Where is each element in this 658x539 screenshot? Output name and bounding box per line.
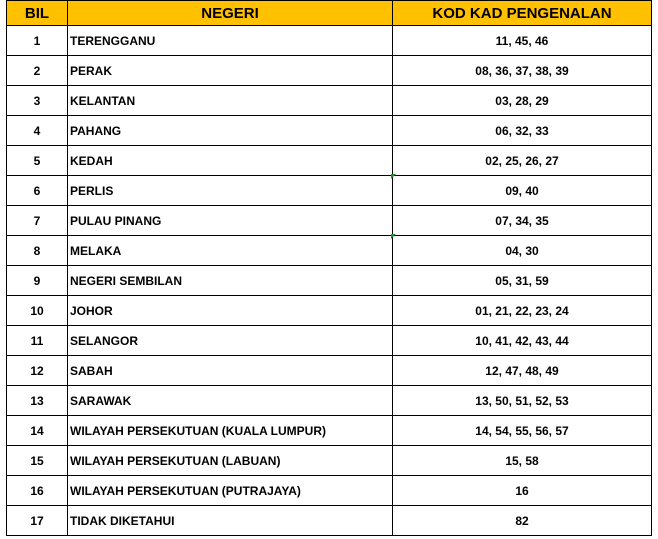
cell-bil[interactable]: 14	[7, 416, 68, 446]
cell-negeri[interactable]: PERAK	[68, 56, 393, 86]
cell-negeri[interactable]: WILAYAH PERSEKUTUAN (PUTRAJAYA)	[68, 476, 393, 506]
table-row	[7, 176, 652, 206]
cell-kod[interactable]: 05, 31, 59	[393, 266, 652, 296]
header-bil[interactable]: BIL	[7, 1, 68, 26]
cell-bil[interactable]: 17	[7, 506, 68, 536]
table-row	[7, 296, 652, 326]
table-row	[7, 416, 652, 446]
cell-negeri[interactable]: PERLIS	[68, 176, 393, 206]
spreadsheet-sheet	[6, 0, 651, 536]
cell-kod[interactable]: 06, 32, 33	[393, 116, 652, 146]
table-row	[7, 26, 652, 56]
cell-kod[interactable]: 11, 45, 46	[393, 26, 652, 56]
table-row	[7, 506, 652, 536]
cell-bil[interactable]: 16	[7, 476, 68, 506]
cell-kod[interactable]: 03, 28, 29	[393, 86, 652, 116]
state-code-table	[6, 0, 652, 536]
cell-negeri[interactable]: KELANTAN	[68, 86, 393, 116]
table-row	[7, 146, 652, 176]
cell-bil[interactable]: 1	[7, 26, 68, 56]
cell-negeri[interactable]: TIDAK DIKETAHUI	[68, 506, 393, 536]
cell-negeri[interactable]: SARAWAK	[68, 386, 393, 416]
cell-negeri[interactable]: MELAKA	[68, 236, 393, 266]
cell-bil[interactable]: 3	[7, 86, 68, 116]
table-row	[7, 236, 652, 266]
cell-kod[interactable]: 04, 30	[393, 236, 652, 266]
cell-bil[interactable]: 2	[7, 56, 68, 86]
cell-negeri[interactable]: PAHANG	[68, 116, 393, 146]
table-body	[7, 26, 652, 536]
cell-negeri[interactable]: WILAYAH PERSEKUTUAN (KUALA LUMPUR)	[68, 416, 393, 446]
table-row	[7, 86, 652, 116]
cell-bil[interactable]: 5	[7, 146, 68, 176]
cell-kod[interactable]: 10, 41, 42, 43, 44	[393, 326, 652, 356]
cell-kod[interactable]: 14, 54, 55, 56, 57	[393, 416, 652, 446]
cell-bil[interactable]: 15	[7, 446, 68, 476]
cell-kod[interactable]: 07, 34, 35	[393, 206, 652, 236]
cell-bil[interactable]: 13	[7, 386, 68, 416]
cell-negeri[interactable]: JOHOR	[68, 296, 393, 326]
cell-kod[interactable]: 13, 50, 51, 52, 53	[393, 386, 652, 416]
table-row	[7, 446, 652, 476]
table-row	[7, 56, 652, 86]
cell-kod[interactable]: 02, 25, 26, 27	[393, 146, 652, 176]
cell-bil[interactable]: 10	[7, 296, 68, 326]
cell-negeri[interactable]: PULAU PINANG	[68, 206, 393, 236]
cell-kod[interactable]: 09, 40	[393, 176, 652, 206]
cell-bil[interactable]: 9	[7, 266, 68, 296]
cell-kod[interactable]: 12, 47, 48, 49	[393, 356, 652, 386]
table-row	[7, 266, 652, 296]
cell-kod[interactable]: 16	[393, 476, 652, 506]
cell-error-indicator[interactable]	[391, 174, 396, 179]
cell-negeri[interactable]: NEGERI SEMBILAN	[68, 266, 393, 296]
cell-error-indicator[interactable]	[391, 234, 396, 239]
cell-kod[interactable]: 01, 21, 22, 23, 24	[393, 296, 652, 326]
table-row	[7, 476, 652, 506]
header-negeri[interactable]: NEGERI	[68, 1, 393, 26]
cell-negeri[interactable]: KEDAH	[68, 146, 393, 176]
cell-negeri[interactable]: SELANGOR	[68, 326, 393, 356]
header-kod[interactable]: KOD KAD PENGENALAN	[393, 1, 652, 26]
cell-bil[interactable]: 12	[7, 356, 68, 386]
table-row	[7, 206, 652, 236]
cell-negeri[interactable]: TERENGGANU	[68, 26, 393, 56]
table-row	[7, 116, 652, 146]
cell-bil[interactable]: 4	[7, 116, 68, 146]
cell-bil[interactable]: 8	[7, 236, 68, 266]
table-row	[7, 356, 652, 386]
table-row	[7, 326, 652, 356]
cell-kod[interactable]: 08, 36, 37, 38, 39	[393, 56, 652, 86]
cell-kod[interactable]: 15, 58	[393, 446, 652, 476]
header-row	[7, 1, 652, 26]
cell-bil[interactable]: 6	[7, 176, 68, 206]
cell-bil[interactable]: 7	[7, 206, 68, 236]
cell-negeri[interactable]: WILAYAH PERSEKUTUAN (LABUAN)	[68, 446, 393, 476]
cell-bil[interactable]: 11	[7, 326, 68, 356]
cell-negeri[interactable]: SABAH	[68, 356, 393, 386]
table-row	[7, 386, 652, 416]
cell-kod[interactable]: 82	[393, 506, 652, 536]
